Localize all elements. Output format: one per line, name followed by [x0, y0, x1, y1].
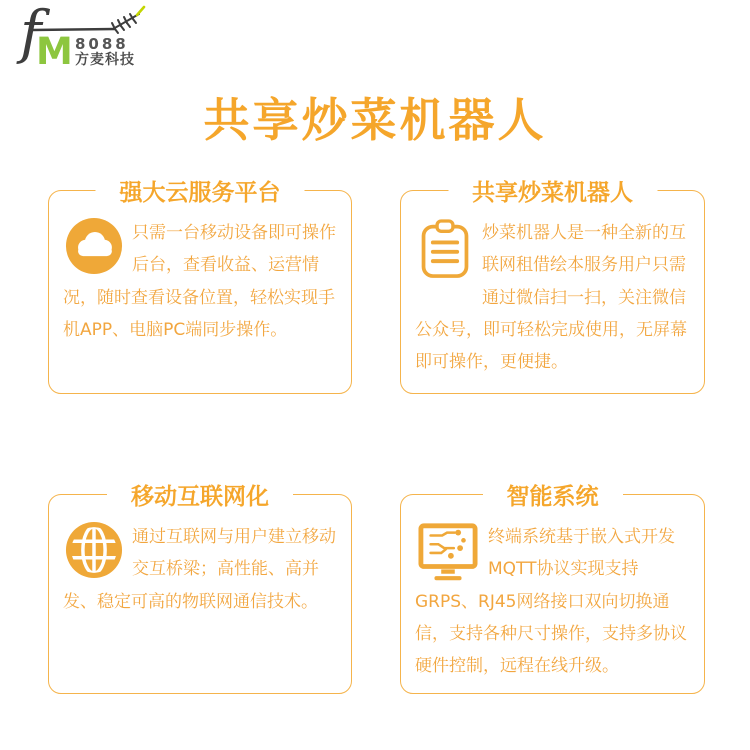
card-body [49, 495, 351, 618]
card-text: 炒菜机器人是一种全新的互联网租借绘本服务用户只需通过微信扫一扫，关注微信公众号，即可轻松完成使用，无屏幕即可操作，更便捷。 [415, 223, 687, 373]
company-logo [12, 2, 152, 68]
wheat-logo-icon [12, 2, 152, 68]
page-title: 共享炒菜机器人 [203, 93, 547, 147]
card-text: 终端系统基于嵌入式开发MQTT协议实现支持GRPS、RJ45网络接口双向切换通信，支持各种尺寸操作，支持多协议硬件控制，远程在线升级。 [415, 527, 687, 677]
card-text: 只需一台移动设备即可操作后台，查看收益、运营情况，随时查看设备位置，轻松实现手机APP、电脑PC端同步操作。 [63, 223, 336, 340]
wheat-leaf-icon [137, 7, 144, 15]
monitor-icon [417, 521, 479, 581]
card-body [401, 495, 704, 682]
card-title: 智能系统 [483, 478, 623, 511]
card-shared-robot [400, 180, 705, 394]
globe-icon [65, 521, 123, 579]
logo-company-name: 方麦科技 [75, 52, 135, 68]
logo-number: 8088 [75, 35, 129, 53]
clipboard-icon [417, 217, 473, 281]
card-intelligent-system [400, 484, 705, 694]
card-cloud-platform [48, 180, 352, 394]
card-text: 通过互联网与用户建立移动交互桥梁；高性能、高并发、稳定可高的物联网通信技术。 [63, 527, 336, 612]
card-body [401, 191, 704, 378]
card-mobile-internet [48, 484, 352, 694]
card-title: 移动互联网化 [107, 478, 293, 511]
wheat-ear-icon [112, 14, 139, 33]
logo-f-letter: f [20, 2, 42, 66]
card-title: 强大云服务平台 [96, 174, 305, 207]
logo-m-letter: M [36, 30, 73, 68]
cloud-icon [65, 217, 123, 275]
card-title: 共享炒菜机器人 [448, 174, 657, 207]
card-body [49, 191, 351, 346]
